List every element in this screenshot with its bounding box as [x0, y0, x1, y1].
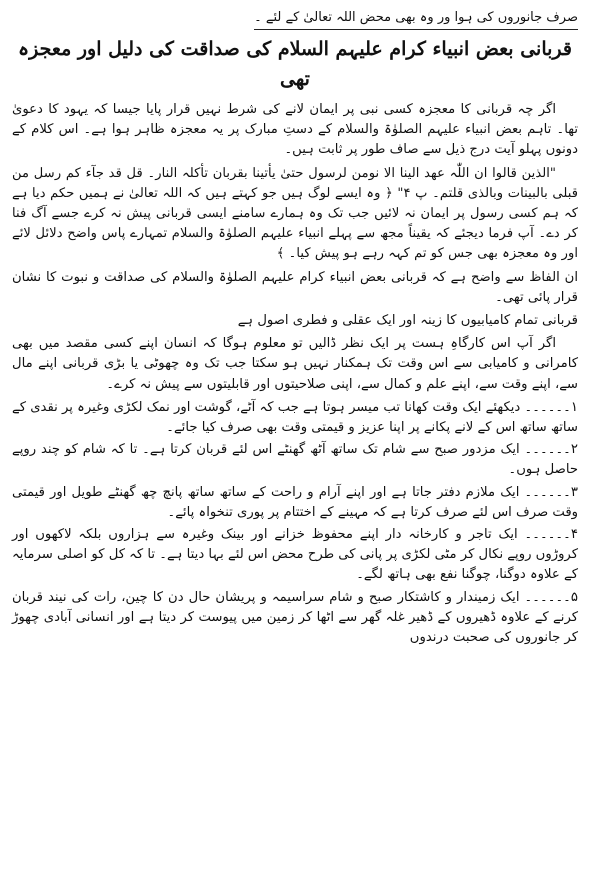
list-item	[12, 398, 578, 438]
top-line-wrap	[12, 6, 578, 30]
list-item-text: دیکھئے ایک وقت کھانا تب میسر ہوتا ہے جب کہ آٹے، گوشت اور نمک لکڑی وغیرہ پر نقدی کے ساتھ ساتھ اس کے لانے پکانے پر اپنا عزیز و قیمتی وقت بھی صرف کیا جائے۔	[12, 399, 578, 436]
list-item	[12, 588, 578, 649]
list-item	[12, 525, 578, 586]
paragraph-principle: اگر آپ اس کارگاہِ ہست پر ایک نظر ڈالیں تو معلوم ہوگا کہ انسان اپنے کسی مقصد میں بھی کامرانی و کامیابی سے اس وقت تک ہمکنار نہیں ہو سکتا جب تک وہ چھوٹی یا بڑی قربانی اپنے مال سے، اپنے وقت سے، اپنے علم و کمال سے، اپنی صلاحیتوں اور قابلیتوں سے پیش نہ کرے۔	[12, 336, 578, 392]
list-item-text: ایک ملازم دفتر جاتا ہے اور اپنے آرام و راحت کے ساتھ ساتھ پانچ چھ گھنٹے طویل اور قیمتی وقت صرف اس لئے صرف کرتا ہے کہ مہینے کے اختتام پر پوری تنخواہ پائے۔	[12, 484, 578, 520]
list-item-text: ایک مزدور صبح سے شام تک ساتھ آٹھ گھنٹے اس لئے قربان کرتا ہے۔ تا کہ شام کو چند روپے حاصل ہوں۔	[12, 442, 578, 478]
list-item	[12, 440, 578, 480]
paragraph-subheading: قربانی تمام کامیابیوں کا زینہ اور ایک عقلی و فطری اصول ہے	[237, 313, 578, 329]
paragraph-intro: اگر چہ قربانی کا معجزہ کسی نبی پر ایمان لانے کی شرط نہیں قرار پایا جیسا کہ یہود کا دعویٰ تھا۔ تاہم بعض انبیاء علیہم الصلوٰۃ والسلام کے دستِ مبارک پر یہ معجزہ ظاہر ہوا ہے۔ اس کلام کے دونوں پہلو آیت درج ذیل سے صاف طور پر ثابت ہیں۔	[12, 102, 578, 158]
top-line: صرف جانوروں کی ہوا ور وہ بھی محض اللہ تعالیٰ کے لئے ۔	[254, 8, 578, 30]
list-item-number: ۳۔۔۔۔۔۔	[524, 484, 578, 500]
list-item	[12, 483, 578, 523]
list-item-number: ۲۔۔۔۔۔۔	[524, 442, 578, 458]
list-item-number: ۱۔۔۔۔۔۔	[524, 399, 578, 415]
paragraph-conclusion: ان الفاظ سے واضح ہے کہ قربانی بعض انبیاء کرام علیہم الصلوٰۃ والسلام کی صداقت و نبوت کا نشان قرار پائی تھی۔	[12, 269, 578, 305]
list-item-number: ۵۔۔۔۔۔۔	[524, 589, 578, 605]
list-item-text: ایک تاجر و کارخانہ دار اپنے محفوظ خزانے اور بینک وغیرہ سے ہزاروں بلکہ لاکھوں اور کروڑوں روپے نکال کر مٹی لکڑی پر پانی کی طرح محض اس لئے بہا دیتا ہے۔ تا کہ کل کو اصلی سرمایہ کے علاوہ دوگنا، چوگنا نفع بھی ہاتھ لگے۔	[12, 527, 578, 583]
section-heading: قربانی بعض انبیاء کرام علیہم السلام کی صداقت کی دلیل اور معجزہ تھی	[18, 38, 572, 90]
list-item-text: ایک زمیندار و کاشتکار صبح و شام سراسیمہ و پریشان حال دن کا چین، رات کی نیند قربان کرنے کے علاوہ ڈھیروں کے ڈھیر غلہ گھر سے اٹھا کر زمین میں پیوست کر دیتا ہے اور انسانی آبادی چھوڑ کر جانوروں کی صحبت درندوں	[12, 589, 578, 646]
list-item-number: ۴۔۔۔۔۔۔	[524, 527, 578, 543]
paragraph-quran-verse: "الذین قالوا ان اللّٰہ عھد الینا الا نومن لرسول حتیٰ یأتینا بقربان تأکلہ النار۔ قل قد جآء کم رسل من قبلی بالبینات وبالذی قلتم۔ پ ۴" ﴿ وہ ایسے لوگ ہیں جو کہتے ہیں کہ اللہ تعالیٰ نے ہمیں حکم دیا ہے کہ ہم کسی رسول پر ایمان نہ لائیں جب تک وہ ہمارے سامنے ایسی قربانی پیش نہ کرے جسے آگ فنا کر دے۔ آپ فرما دیجئے کہ یقیناً مجھ سے پہلے انبیاء علیہم الصلوٰۃ والسلام تمہارے پاس واضح دلائل لائے اور وہ معجزہ بھی جس کو تم کہہ رہے ہو پیش کیا۔ ﴾	[12, 165, 578, 262]
